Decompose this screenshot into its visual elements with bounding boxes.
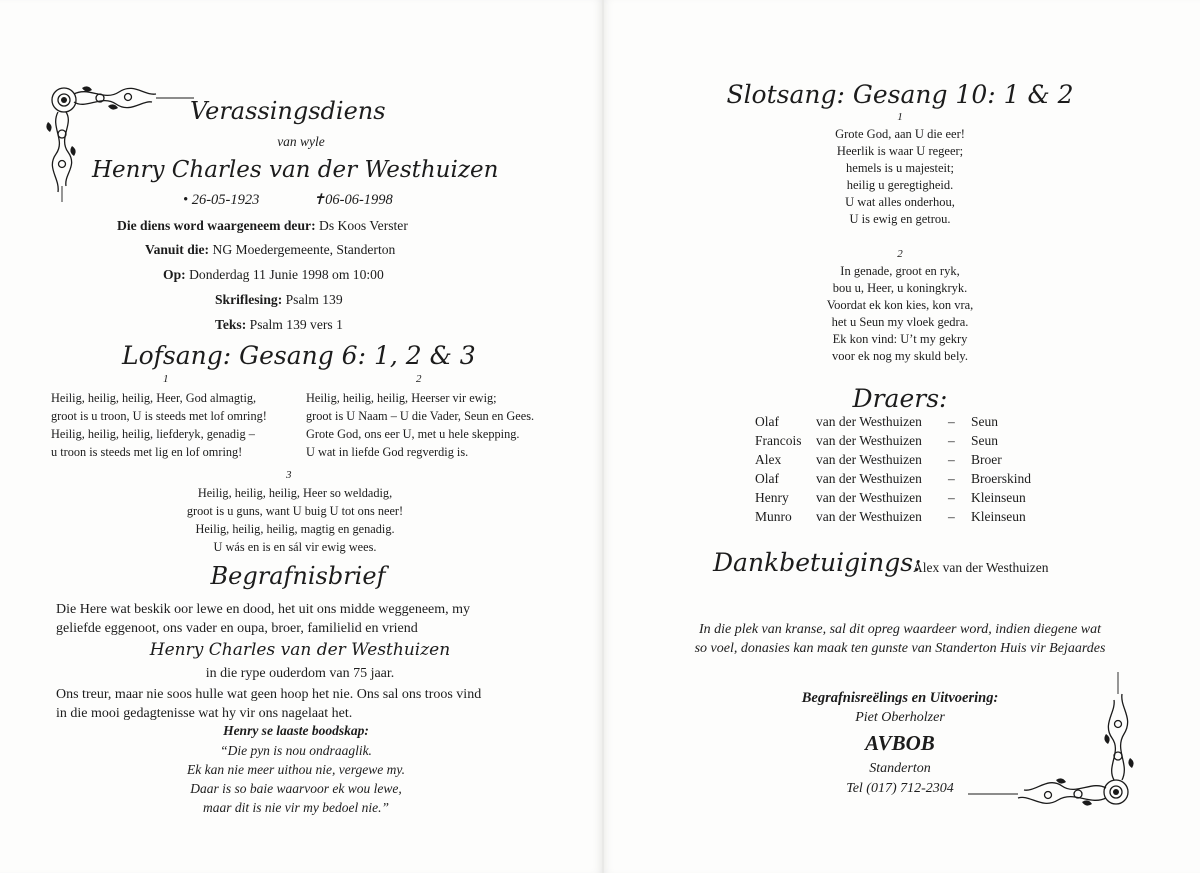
bearer-first-name: Olaf (755, 414, 779, 429)
funeral-arrangements-label: Begrafnisreëlings en Uitvoering: (801, 690, 999, 706)
verse-number: 2 (897, 248, 903, 260)
bearer-first-name: Francois (755, 433, 802, 448)
bearer-surname: van der Westhuizen (816, 471, 922, 486)
venue-label: Vanuit die: (145, 242, 210, 257)
obituary-line: Ons treur, maar nie soos hulle wat geen hoop het nie. Ons sal ons troos vind (56, 687, 482, 702)
bearer-surname: van der Westhuizen (816, 452, 922, 467)
verse-line: bou u, Heer, u koningkryk. (832, 281, 968, 295)
birth-date: • 26-05-1923 (183, 192, 260, 208)
ornamental-corner-bottom-right (968, 672, 1138, 812)
donation-note-line: so voel, donasies kan maak ten gunste van Standerton Huis vir Bejaardes (694, 641, 1106, 656)
bearer-dash: – (948, 490, 955, 505)
reading-line (215, 291, 343, 310)
obituary-paragraph-2 (56, 685, 481, 723)
hymn-heading: Lofsang: Gesang 6: 1, 2 & 3 (122, 341, 476, 370)
verse-line: groot is u troon, U is steeds met lof omring! (51, 409, 267, 423)
reading-value: Psalm 139 (285, 292, 343, 307)
donation-note (604, 620, 1196, 658)
verse-line: Heilig, heilig, heilig, Heerser vir ewig; (306, 391, 497, 405)
bearer-dash: – (948, 433, 955, 448)
hymn-verse-1 (51, 389, 267, 461)
bearer-relation: Seun (971, 433, 998, 448)
verse-number: 1 (163, 373, 169, 385)
text-value: Psalm 139 vers 1 (249, 317, 343, 332)
last-message-line: “Die pyn is nou ondraaglik. (220, 743, 372, 758)
bearers-heading: Draers: (852, 384, 948, 413)
thanks-name: Alex van der Westhuizen (913, 560, 1049, 575)
verse-line: hemels is u majesteit; (846, 161, 954, 175)
last-message (0, 741, 592, 817)
bearer-first-name: Olaf (755, 471, 779, 486)
verse-line: heilig u geregtigheid. (846, 178, 954, 192)
obituary-line: Die Here wat beskik oor lewe en dood, het uit ons midde weggeneem, my (56, 602, 471, 617)
obituary-paragraph-1 (56, 600, 470, 638)
last-message-line: Daar is so baie waarvoor ek wou lewe, (190, 781, 402, 796)
verse-line: Heerlik is waar U regeer; (836, 144, 964, 158)
bearer-surname: van der Westhuizen (816, 490, 922, 505)
bearer-first-name: Henry (755, 490, 789, 505)
bearer-relation: Broer (971, 452, 1002, 467)
funeral-director-name: Piet Oberholzer (855, 710, 945, 725)
funeral-phone: Tel (017) 712-2304 (846, 781, 954, 796)
service-title: Verassingsdiens (190, 97, 386, 125)
verse-line: U wás en is en sál vir ewig wees. (213, 540, 377, 554)
verse-number: 2 (416, 373, 422, 385)
bearer-first-name: Alex (755, 452, 782, 467)
verse-line: u troon is steeds met lig en lof omring! (51, 445, 243, 459)
verse-line: In genade, groot en ryk, (840, 264, 960, 278)
donation-note-line: In die plek van kranse, sal dit opreg waardeer word, indien diegene wat (698, 622, 1102, 637)
closing-verse-2 (604, 263, 1196, 365)
verse-line: groot is U Naam – U die Vader, Seun en Gees. (306, 409, 535, 423)
hymn-verse-2 (306, 389, 534, 461)
officiant-label: Die diens word waargeneem deur: (117, 218, 316, 233)
bearer-first-name: Munro (755, 509, 792, 524)
officiant-value: Ds Koos Verster (319, 218, 408, 233)
verse-line: het u Seun my vloek gedra. (831, 315, 969, 329)
verse-line: Grote God, ons eer U, met u hele skepping. (306, 427, 520, 441)
bearer-surname: van der Westhuizen (816, 414, 922, 429)
bearer-dash: – (948, 471, 955, 486)
date-value: Donderdag 11 Junie 1998 om 10:00 (189, 267, 384, 282)
obituary-age: in die rype ouderdom van 75 jaar. (205, 666, 395, 681)
funeral-company: AVBOB (865, 731, 935, 755)
thanks-heading: Dankbetuigings: (713, 548, 922, 577)
bearer-relation: Broerskind (971, 471, 1031, 486)
obituary-line: in die mooi gedagtenisse wat hy vir ons nagelaat het. (56, 706, 353, 721)
date-line (163, 266, 384, 285)
text-line (215, 316, 343, 335)
verse-line: Voordat ek kon kies, kon vra, (826, 298, 974, 312)
bearer-relation: Kleinseun (971, 509, 1026, 524)
obituary-heading: Begrafnisbrief (210, 562, 386, 590)
verse-number: 1 (897, 111, 903, 123)
verse-number: 3 (286, 469, 292, 481)
death-date: ✝06-06-1998 (313, 192, 393, 208)
venue-value: NG Moedergemeente, Standerton (212, 242, 396, 257)
bearer-surname: van der Westhuizen (816, 433, 922, 448)
date-label: Op: (163, 267, 186, 282)
bearer-relation: Seun (971, 414, 998, 429)
bearer-relation: Kleinseun (971, 490, 1026, 505)
last-message-label: Henry se laaste boodskap: (223, 723, 369, 738)
funeral-town: Standerton (869, 761, 931, 776)
obituary-name: Henry Charles van der Westhuizen (149, 640, 451, 660)
bearer-dash: – (948, 452, 955, 467)
closing-hymn-heading: Slotsang: Gesang 10: 1 & 2 (726, 80, 1074, 109)
text-label: Teks: (215, 317, 247, 332)
officiant-line (117, 217, 408, 236)
verse-line: groot is u guns, want U buig U tot ons neer! (186, 504, 404, 518)
hymn-verse-3 (160, 484, 430, 556)
obituary-line: geliefde eggenoot, ons vader en oupa, broer, familielid en vriend (56, 621, 418, 636)
closing-verse-1 (604, 126, 1196, 228)
verse-line: Ek kon vind: U’t my gekry (832, 332, 968, 346)
verse-line: Heilig, heilig, heilig, magtig en genadig. (195, 522, 395, 536)
bearer-surname: van der Westhuizen (816, 509, 922, 524)
last-message-line: maar dit is nie vir my bedoel nie.” (203, 800, 389, 815)
service-subtitle: van wyle (277, 134, 325, 149)
verse-line: U is ewig en getrou. (849, 212, 951, 226)
venue-line (145, 241, 395, 260)
bearer-dash: – (948, 509, 955, 524)
verse-line: voor ek nog my skuld bely. (832, 349, 968, 363)
verse-line: Heilig, heilig, heilig, Heer, God almagtig, (51, 391, 257, 405)
reading-label: Skriflesing: (215, 292, 283, 307)
deceased-name: Henry Charles van der Westhuizen (92, 157, 499, 183)
last-message-line: Ek kan nie meer uithou nie, vergewe my. (186, 762, 406, 777)
bearer-dash: – (948, 414, 955, 429)
verse-line: U wat in liefde God regverdig is. (306, 445, 469, 459)
verse-line: Heilig, heilig, heilig, Heer so weldadig, (197, 486, 393, 500)
verse-line: Grote God, aan U die eer! (835, 127, 965, 141)
verse-line: U wat alles onderhou, (845, 195, 955, 209)
verse-line: Heilig, heilig, heilig, liefderyk, genadig – (51, 427, 255, 441)
